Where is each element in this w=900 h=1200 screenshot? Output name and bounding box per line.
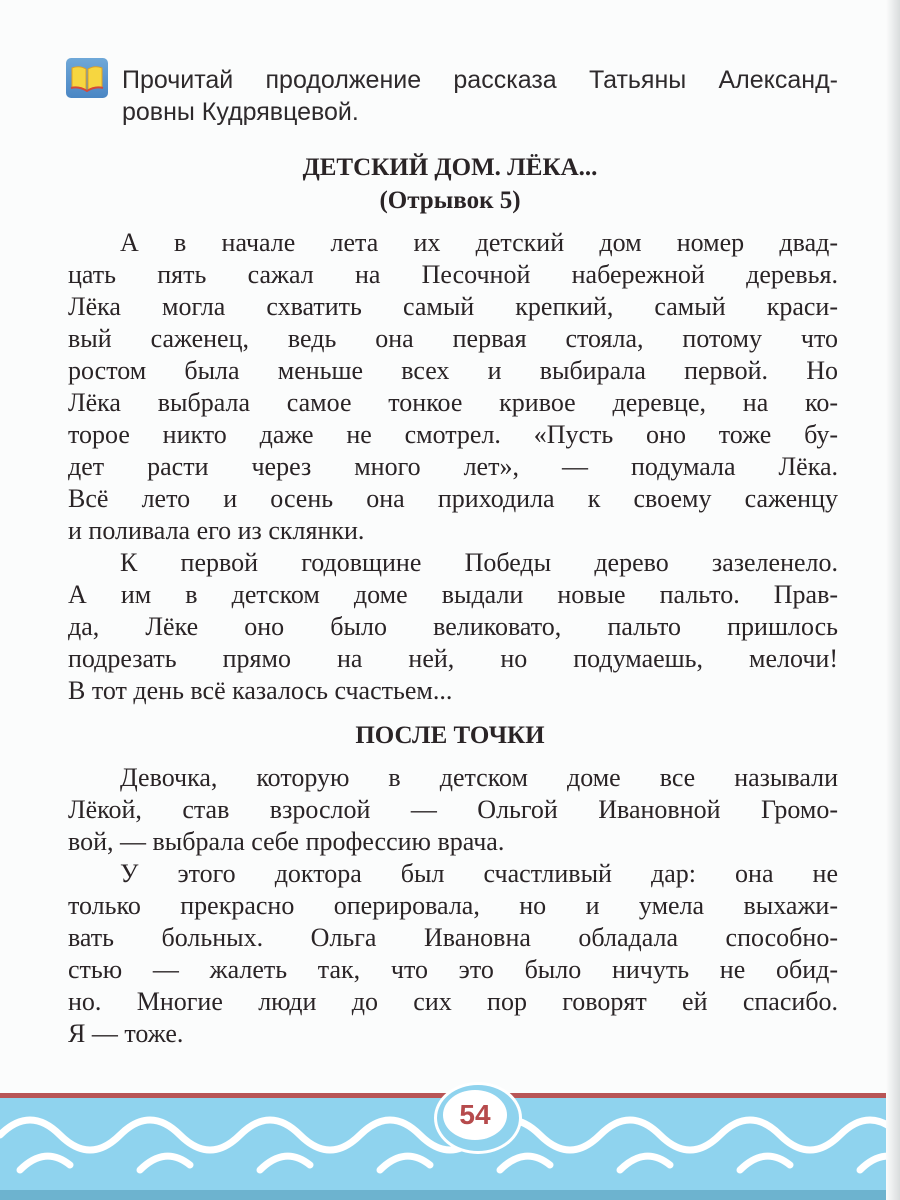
page-number: 54 bbox=[443, 1090, 507, 1140]
text-line: вый саженец, ведь она первая стояла, потому что bbox=[68, 324, 838, 353]
story-text bbox=[68, 227, 838, 707]
text-line: только прекрасно оперировала, но и умела выхажи- bbox=[68, 891, 838, 920]
text-line: вать больных. Ольга Ивановна обладала способно- bbox=[68, 923, 838, 952]
text-line: У этого доктора был счастливый дар: она не bbox=[120, 859, 838, 888]
text-line: и поливала его из склянки. bbox=[68, 516, 365, 545]
text-line: стью — жалеть так, что это было ничуть не обид- bbox=[68, 955, 838, 984]
page-number-badge bbox=[434, 1082, 522, 1154]
text-line: вой, — выбрала себе профессию врача. bbox=[68, 827, 505, 856]
instruction-line: ровны Кудрявцевой. bbox=[122, 98, 359, 126]
text-line: цать пять сажал на Песочной набережной деревья. bbox=[68, 260, 838, 289]
text-line: К первой годовщине Победы дерево зазеленело. bbox=[120, 548, 838, 577]
after-text bbox=[68, 762, 838, 1050]
text-line: В тот день всё казалось счастьем... bbox=[68, 676, 453, 705]
text-line: А в начале лета их детский дом номер двад- bbox=[120, 228, 838, 257]
text-line: торое никто даже не смотрел. «Пусть оно тоже бу- bbox=[68, 420, 838, 449]
text-line: Девочка, которую в детском доме все называли bbox=[120, 763, 838, 792]
text-line: Лёка выбрала самое тонкое кривое деревце, на ко- bbox=[68, 388, 838, 417]
text-line: Я — тоже. bbox=[68, 1019, 184, 1048]
text-line: Лёкой, став взрослой — Ольгой Ивановной Громо- bbox=[68, 795, 838, 824]
text-line: да, Лёке оно было великовато, пальто пришлось bbox=[68, 612, 838, 641]
text-line: но. Многие люди до сих пор говорят ей спасибо. bbox=[68, 987, 838, 1016]
text-line: подрезать прямо на ней, но подумаешь, мелочи! bbox=[68, 644, 838, 673]
text-line: А им в детском доме выдали новые пальто. Прав- bbox=[68, 580, 838, 609]
page-edge-shadow bbox=[886, 0, 900, 1200]
open-book-icon bbox=[66, 58, 108, 98]
text-line: дет расти через много лет», — подумала Лёка. bbox=[68, 452, 838, 481]
text-line: ростом была меньше всех и выбирала первой. Но bbox=[68, 356, 838, 385]
section-title: ПОСЛЕ ТОЧКИ bbox=[355, 722, 545, 749]
story-title: ДЕТСКИЙ ДОМ. ЛЁКА... bbox=[302, 154, 598, 181]
text-line: Всё лето и осень она приходила к своему саженцу bbox=[68, 484, 838, 513]
instruction-line: Прочитай продолжение рассказа Татьяны Александ- bbox=[122, 66, 838, 94]
task-instruction bbox=[122, 64, 838, 128]
footer-shadow bbox=[0, 1190, 900, 1200]
text-line: Лёка могла схватить самый крепкий, самый краси- bbox=[68, 292, 838, 321]
story-subtitle: (Отрывок 5) bbox=[379, 187, 521, 214]
